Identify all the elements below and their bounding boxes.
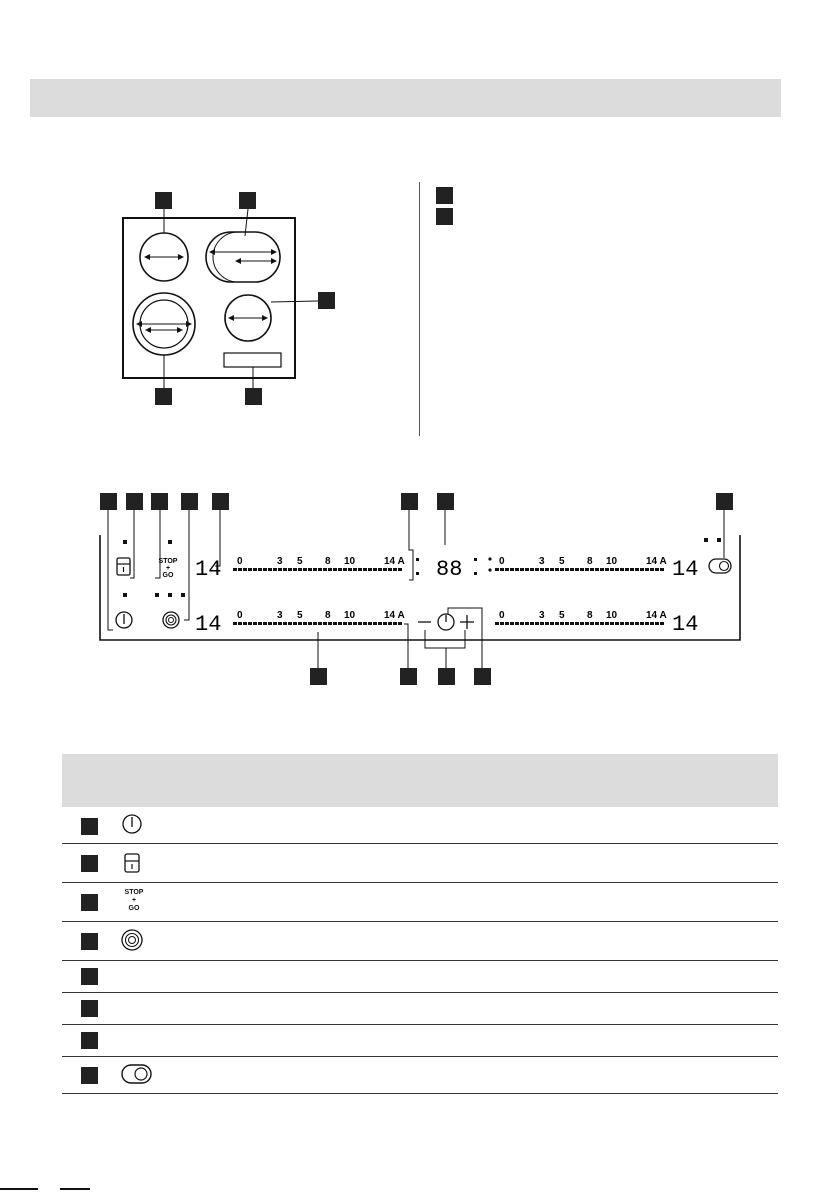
table-row — [62, 1025, 778, 1057]
table-row — [62, 807, 778, 844]
zone-oval — [206, 232, 280, 282]
zone-display-1: 14 — [195, 557, 222, 582]
scale-label: 5 — [559, 556, 565, 567]
legend-table — [62, 754, 778, 1094]
scale-label: 0 — [237, 556, 243, 567]
cooktop-outline — [123, 218, 295, 378]
scale-label: 5 — [297, 610, 303, 621]
control-panel-box — [224, 353, 281, 367]
scale-label: 3 — [539, 610, 545, 621]
scale-label: 14 A — [384, 610, 405, 621]
table-row — [62, 961, 778, 993]
scale-label: 10 — [344, 556, 356, 567]
stop-go-icon: STOP + GO — [124, 889, 144, 912]
divider-line — [419, 182, 420, 436]
svg-text:+: + — [165, 565, 171, 572]
table-row — [62, 922, 778, 961]
scale-label: 14 A — [646, 556, 667, 567]
svg-text:GO: GO — [162, 572, 174, 579]
legend-marker-1 — [436, 187, 453, 204]
scale-label: 8 — [587, 556, 593, 567]
zone-display-3: 14 — [672, 557, 699, 582]
scale-label: 3 — [277, 556, 283, 567]
scale-label: 10 — [344, 610, 356, 621]
scale-label: 3 — [539, 556, 545, 567]
lock-icon — [120, 853, 144, 875]
table-row — [62, 1057, 778, 1094]
scale-label: 8 — [325, 610, 331, 621]
scale-label: 8 — [325, 556, 331, 567]
control-panel — [100, 493, 740, 685]
scale-label: 0 — [237, 610, 243, 621]
zone-display-4: 14 — [672, 612, 699, 637]
scale-label: 0 — [499, 556, 505, 567]
scale-label: 8 — [587, 610, 593, 621]
scale-label: 3 — [277, 610, 283, 621]
scale-label: 5 — [297, 556, 303, 567]
table-row — [62, 993, 778, 1025]
legend-marker-2 — [436, 208, 453, 225]
toggle-icon — [120, 1063, 154, 1085]
scale-label: 10 — [606, 556, 618, 567]
scale-label: 5 — [559, 610, 565, 621]
power-icon — [120, 812, 144, 836]
page-footer-fragment — [0, 1186, 95, 1192]
table-row — [62, 844, 778, 883]
table-header — [62, 754, 778, 807]
scale-label: 14 A — [646, 610, 667, 621]
scale-label: 14 A — [384, 556, 405, 567]
zone-display-2: 14 — [195, 612, 222, 637]
bridge-icon — [120, 928, 144, 952]
timer-display: 88 — [436, 557, 463, 582]
table-row — [62, 883, 778, 922]
svg-text:STOP: STOP — [158, 558, 178, 565]
scale-label: 0 — [499, 610, 505, 621]
scale-label: 10 — [606, 610, 618, 621]
